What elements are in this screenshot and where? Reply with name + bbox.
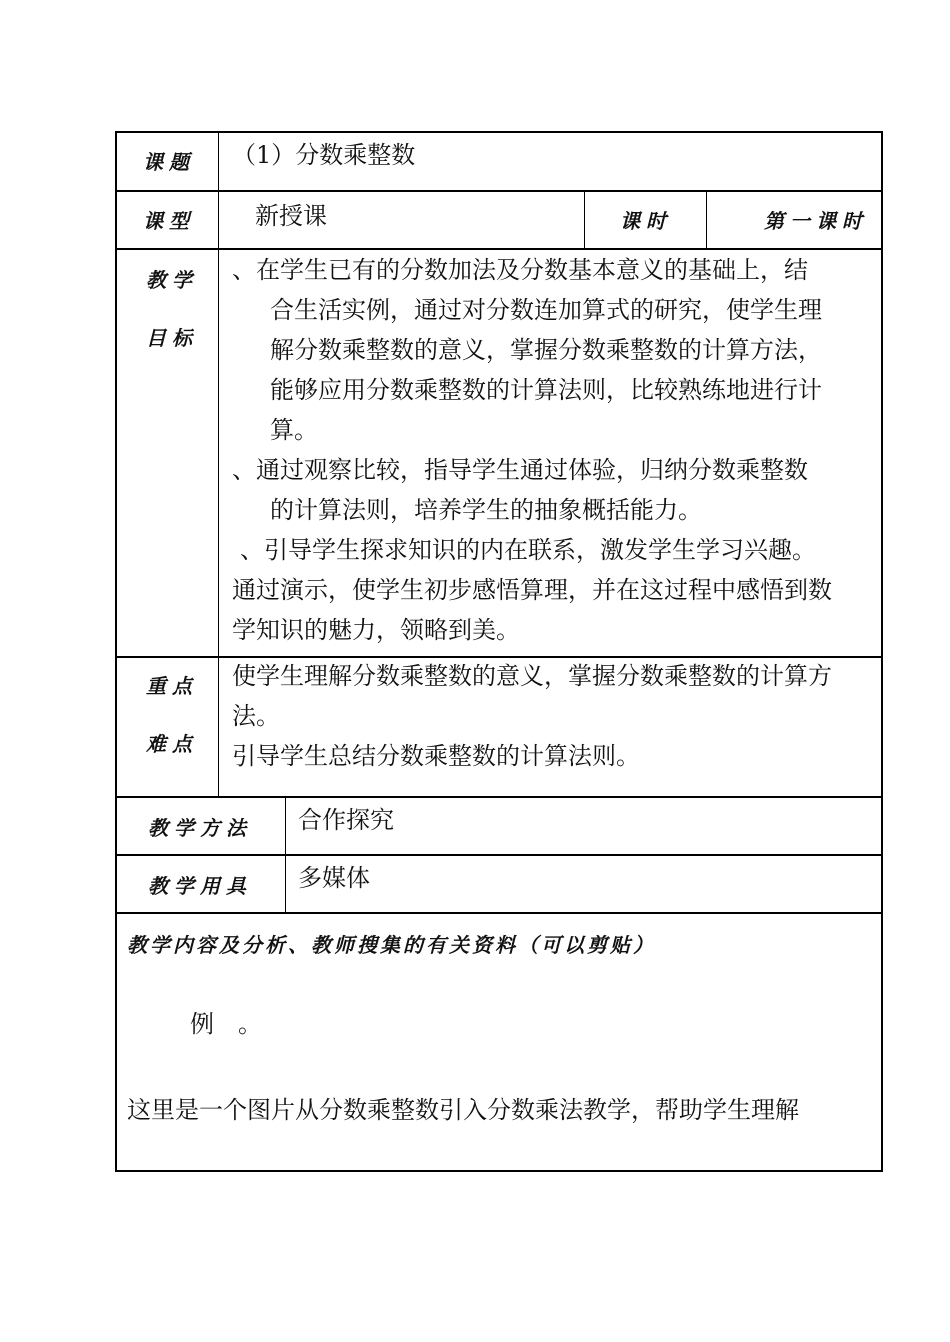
label-topic: 课题	[143, 150, 195, 174]
example-label: 例 。	[190, 1010, 262, 1038]
lesson-type-value: 新授课	[255, 202, 327, 230]
objective-1: 、在学生已有的分数加法及分数基本意义的基础上，结 合生活实例，通过对分数连加算式的研究，使学生理 解分数乘整数的意义，掌握分数乘整数的计算方法， 能够应用分数乘整数的计算法则，比较熟练地进行计 算。	[232, 256, 822, 444]
teaching-tools-value: 多媒体	[298, 864, 370, 892]
label-lesson-type: 课型	[143, 209, 195, 233]
label-objectives-line1: 教学	[146, 268, 198, 292]
label-period: 课时	[620, 209, 672, 233]
label-keypoints-line2: 难点	[146, 732, 198, 756]
label-objectives-line2: 目标	[146, 326, 198, 350]
period-value: 第一课时	[764, 209, 868, 233]
label-teaching-tools: 教学用具	[148, 874, 252, 898]
label-keypoints-line1: 重点	[146, 674, 198, 698]
label-teaching-method: 教学方法	[148, 816, 252, 840]
teaching-method-value: 合作探究	[298, 806, 394, 834]
objective-2: 、通过观察比较，指导学生通过体验，归纳分数乘整数 的计算法则，培养学生的抽象概括能力。	[232, 456, 808, 524]
topic-value: （1）分数乘整数	[232, 141, 416, 169]
label-content-materials: 教学内容及分析、教师搜集的有关资料（可以剪贴）	[127, 933, 656, 957]
content-text: 这里是一个图片从分数乘整数引入分数乘法教学，帮助学生理解	[127, 1096, 799, 1124]
objective-3: 、引导学生探求知识的内在联系，激发学生学习兴趣。 通过演示，使学生初步感悟算理，并在这过程中感悟到数 学知识的魅力，领略到美。	[232, 536, 832, 644]
keypoints-text: 使学生理解分数乘整数的意义，掌握分数乘整数的计算方 法。 引导学生总结分数乘整数的计算法则。	[232, 662, 832, 770]
